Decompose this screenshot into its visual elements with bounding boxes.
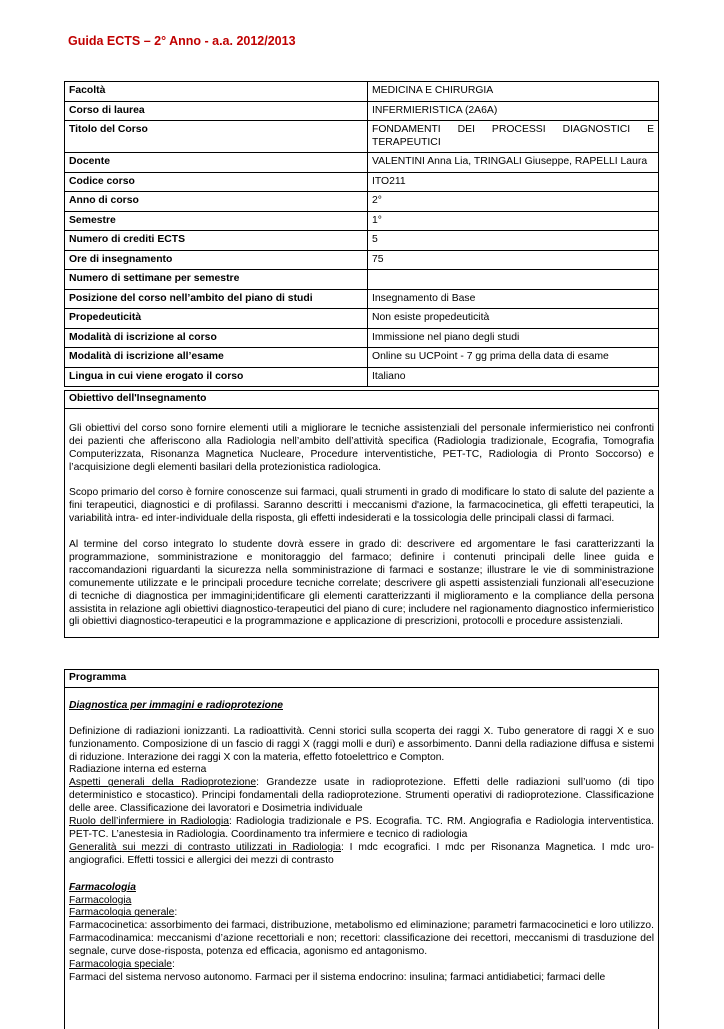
program-item-text: : I mdc ecografici. I mdc per Risonanza Magnetica. I mdc uro-angiografici. Effetti tossici e allergici dei mezzi di contrasto [69,841,655,866]
program-heading: Programma [65,670,658,688]
program-paragraph: Definizione di radiazioni ionizzanti. La radioattività. Cenni storici sulla scoperta dei raggi X. Tubo generatore di raggi X e suo funzionamento. Composizione di un fascio di raggi X (raggi molli e duri) e assorbimento. Danni della radiazione diffusa e sistemi di riduzione. Interazione dei raggi X con la materia, effetto fotoelettrico e Compton. [69,725,654,763]
row-label: Docente [65,153,368,173]
table-row [65,121,659,153]
program-item-label: Aspetti generali della Radioprotezione [69,777,257,789]
row-value: MEDICINA E CHIRURGIA [368,82,659,102]
table-row [65,289,659,309]
row-label: Posizione del corso nell’ambito del piano di studi [65,289,368,309]
row-label: Modalità di iscrizione al corso [65,328,368,348]
row-label: Propedeuticità [65,309,368,329]
row-value [368,270,659,290]
subsection-label-line: Farmacologia speciale: [69,959,175,971]
program-item [69,816,654,842]
table-row [65,153,659,173]
section-title: Farmacologia [69,881,136,893]
table-row [65,192,659,212]
table-row [65,270,659,290]
row-value: Immissione nel piano degli studi [368,328,659,348]
row-label: Lingua in cui viene erogato il corso [65,367,368,387]
table-row [65,172,659,192]
row-label: Facoltà [65,82,368,102]
table-row [65,348,659,368]
program-item-label: Ruolo dell’infermiere in Radiologia [69,816,229,828]
row-value [368,121,659,153]
objectives-paragraph: Al termine del corso integrato lo studente dovrà essere in grado di: descrivere ed argomentare le fasi caratterizzanti la programmazione, somministrazione e monitoraggio del farmaco; definire i contenuti principali delle linee guida e raccomandazioni riguardanti la sicurezza nella somministrazione di farmaci e sostanze; illustrare le vie di somministrazione comunemente utilizzate e le principali procedure tecniche correlate; descrivere gli aspetti assistenziali funzionali all’esecuzione di tecniche di diagnostica per immagini;identificare gli elementi caratterizzanti il miglioramento e la compliance della persona assistita in relazione agli obiettivi diagnostico-terapeutici del piano di cure; includere nel ragionamento diagnostico infermieristico gli obiettivi diagnostico-terapeutici e la programmazione e applicazione di prescrizioni, protocolli e procedure assistenziali. [69,539,654,628]
subsection-title: Farmacologia [69,894,132,906]
row-value: Italiano [368,367,659,387]
program-box [64,669,659,1029]
row-label: Modalità di iscrizione all’esame [65,348,368,368]
subsection-label: Farmacologia speciale [69,959,173,971]
table-row [65,309,659,329]
row-value: Non esiste propedeuticità [368,309,659,329]
row-value: VALENTINI Anna Lia, TRINGALI Giuseppe, RAPELLI Laura [368,153,659,173]
row-value: 1° [368,211,659,231]
row-value: Online su UCPoint - 7 gg prima della data di esame [368,348,659,368]
subsection-label-line: Farmacologia generale: [69,907,178,919]
row-label: Anno di corso [65,192,368,212]
table-row [65,101,659,121]
objectives-body [65,409,658,637]
row-value: 2° [368,192,659,212]
row-label: Semestre [65,211,368,231]
row-label: Titolo del Corso [65,121,368,153]
row-value-line: FONDAMENTI DEI PROCESSI DIAGNOSTICI E [372,124,654,135]
objectives-paragraph: Scopo primario del corso è fornire conoscenze sui farmaci, quali strumenti in grado di modificare lo stato di salute del paziente a fini terapeutici, diagnostici e di profilassi. Saranno descritti i meccanismi d'azione, la farmacocinetica, gli effetti terapeutici, la variabilità intra- ed inter-individuale della risposta, gli effetti indesiderati e la tossicologia delle principali classi di farmaci. [69,487,654,525]
program-item-text: : Radiologia tradizionale e PS. Ecografia. TC. RM. Angiografia e Radiologia interventistica. PET-TC. L’anestesia in Radiologia. Coordinamento tra infermiere e tecnico di radiologia [69,816,654,840]
section-title: Diagnostica per immagini e radioprotezione [69,699,283,711]
program-body [65,688,658,993]
objectives-box [64,390,659,638]
subsection-label: Farmacologia generale [69,907,175,919]
objectives-heading: Obiettivo dell'Insegnamento [65,391,658,409]
row-value: 75 [368,250,659,270]
row-label: Ore di insegnamento [65,250,368,270]
objectives-paragraph: Gli obiettivi del corso sono fornire elementi utili a migliorare le tecniche assistenziali del personale infermieristico nei confronti dei pazienti che afferiscono alla Radiologia nell’ambito dell’attività specifica (Radiologia tradizionale, Ecografia, Tomografia Computerizzata, Risonanza Magnetica Nucleare, Procedure interventistiche, PET-TC, Radiologia di Pronto Soccorso) e l’acquisizione degli elementi basilari della protezionistica radiologica. [69,422,654,473]
table-row [65,250,659,270]
program-line: Radiazione interna ed esterna [69,764,207,776]
program-item [69,842,654,868]
table-row [65,211,659,231]
program-item-label: Generalità sui mezzi di contrasto utilizzati in Radiologia [69,841,341,853]
course-info-table [64,81,659,387]
row-label: Numero di crediti ECTS [65,231,368,251]
row-label: Numero di settimane per semestre [65,270,368,290]
row-value: Insegnamento di Base [368,289,659,309]
row-label: Corso di laurea [65,101,368,121]
row-value-line: TERAPEUTICI [372,136,441,148]
page-title: Guida ECTS – 2° Anno - a.a. 2012/2013 [68,34,296,48]
row-label: Codice corso [65,172,368,192]
program-item-text: : Grandezze usate in radioprotezione. Effetti delle radiazioni sull’uomo (di tipo deterministico e stocastico). Principi fondamentali della radioprotezione. Strumenti operativi di radioprotezione. Classificazione delle aree. Classificazione dei lavoratori e Dosimetria individuale [69,777,654,815]
row-value: 5 [368,231,659,251]
row-value: ITO211 [368,172,659,192]
table-row [65,367,659,387]
table-row [65,231,659,251]
table-row [65,82,659,102]
program-paragraph: Farmacocinetica: assorbimento dei farmaci, distribuzione, metabolismo ed eliminazione; parametri farmacocinetici e loro utilizzo. Farmacodinamica: meccanismi d’azione recettoriali e non; recettori: classificazione dei recettori, meccanismi di trasduzione del segnale, curve dose-risposta, potenza ed efficacia, agonismo ed antagonismo. [69,920,654,958]
row-value: INFERMIERISTICA (2A6A) [368,101,659,121]
table-row [65,328,659,348]
program-item [69,777,654,816]
program-paragraph: Farmaci del sistema nervoso autonomo. Farmaci per il sistema endocrino: insulina; farmaci antidiabetici; farmaci delle [69,972,606,984]
